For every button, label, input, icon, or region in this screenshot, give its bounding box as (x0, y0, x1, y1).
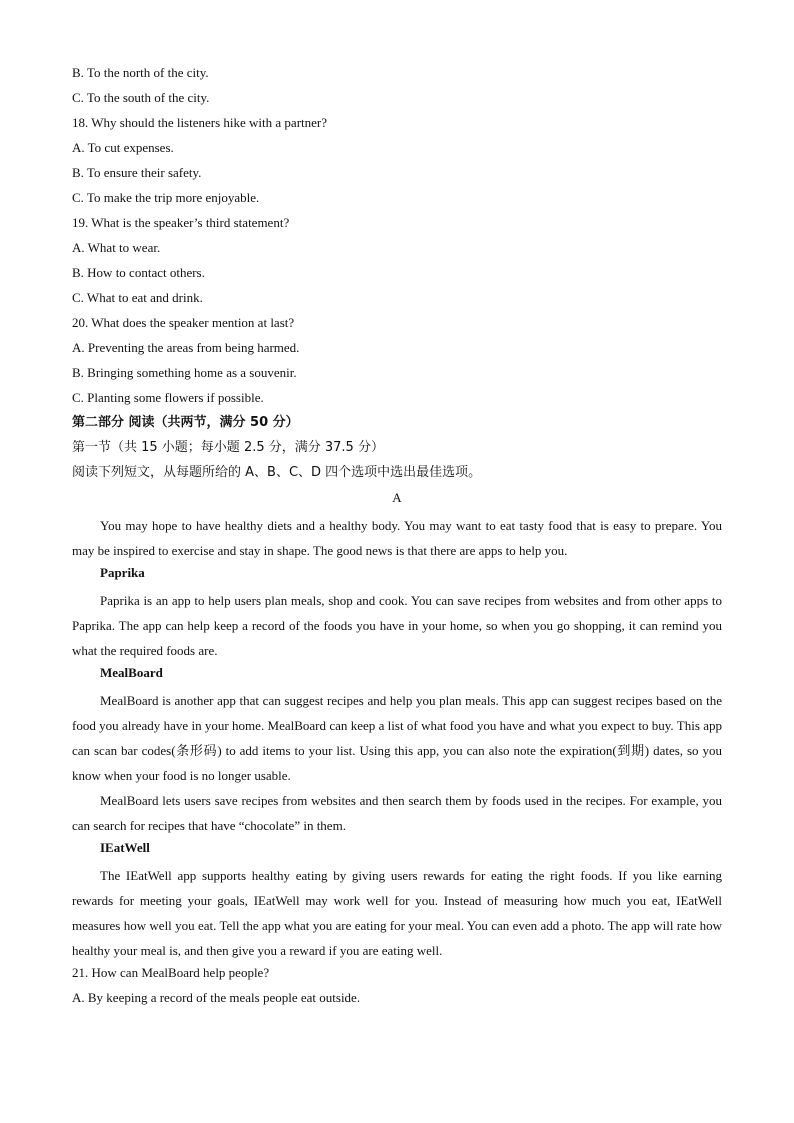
option-18b: B. To ensure their safety. (72, 165, 202, 180)
option-20c: C. Planting some flowers if possible. (72, 390, 264, 405)
mealboard-heading: MealBoard (100, 665, 163, 680)
option-19a: A. What to wear. (72, 240, 161, 255)
paprika-heading: Paprika (100, 565, 145, 580)
option-19b: B. How to contact others. (72, 265, 205, 280)
question-18: 18. Why should the listeners hike with a partner? (72, 115, 328, 130)
question-20: 20. What does the speaker mention at last? (72, 315, 295, 330)
passage-body (72, 513, 722, 963)
passage-label: A (392, 490, 402, 505)
option-21a: A. By keeping a record of the meals people eat outside. (72, 990, 361, 1005)
passage-intro: You may hope to have healthy diets and a healthy body. You may want to eat tasty food that is easy to prepare. You may be inspired to exercise and stay in shape. The good news is that there are apps to help you. (72, 518, 722, 558)
page-content (72, 63, 722, 1013)
option-19c: C. What to eat and drink. (72, 290, 203, 305)
option-17c: C. To the south of the city. (72, 90, 210, 105)
question-21: 21. How can MealBoard help people? (72, 965, 270, 980)
option-20b: B. Bringing something home as a souvenir. (72, 365, 297, 380)
question-19: 19. What is the speaker’s third statement? (72, 215, 290, 230)
mealboard-text-2: MealBoard lets users save recipes from websites and then search them by foods used in the recipes. For example, you can search for recipes that have “chocolate” in them. (72, 793, 722, 833)
section-subtitle: 第一节（共 15 小题；每小题 2.5 分，满分 37.5 分） (72, 440, 384, 455)
ieatwell-heading: IEatWell (100, 840, 150, 855)
section-title: 第二部分 阅读（共两节，满分 50 分） (72, 415, 299, 430)
mealboard-text-1: MealBoard is another app that can suggest recipes and help you plan meals. This app can suggest recipes based on the food you already have in your home. MealBoard can keep a list of what food you have and what you expect to buy. This app can scan bar codes(条形码) to add items to your list. Using this app, you can also note the expiration(到期) dates, so you know when your food is no longer usable. (72, 693, 722, 783)
option-17b: B. To the north of the city. (72, 65, 209, 80)
option-20a: A. Preventing the areas from being harmed. (72, 340, 300, 355)
ieatwell-text: The IEatWell app supports healthy eating by giving users rewards for eating the right foods. If you like earning rewards for meeting your goals, IEatWell may work well for you. Instead of measuring how much you eat, IEatWell measures how well you eat. Tell the app what you are eating for your meal. You can even add a photo. The app will rate how healthy your meal is, and then give you a reward if you are eating well. (72, 868, 722, 958)
paprika-text: Paprika is an app to help users plan meals, shop and cook. You can save recipes from websites and from other apps to Paprika. The app can help keep a record of the foods you have in your home, so when you go shopping, it can remind you what the required foods are. (72, 593, 722, 658)
option-18c: C. To make the trip more enjoyable. (72, 190, 260, 205)
option-18a: A. To cut expenses. (72, 140, 174, 155)
section-instruction: 阅读下列短文，从每题所给的 A、B、C、D 四个选项中选出最佳选项。 (72, 465, 482, 480)
